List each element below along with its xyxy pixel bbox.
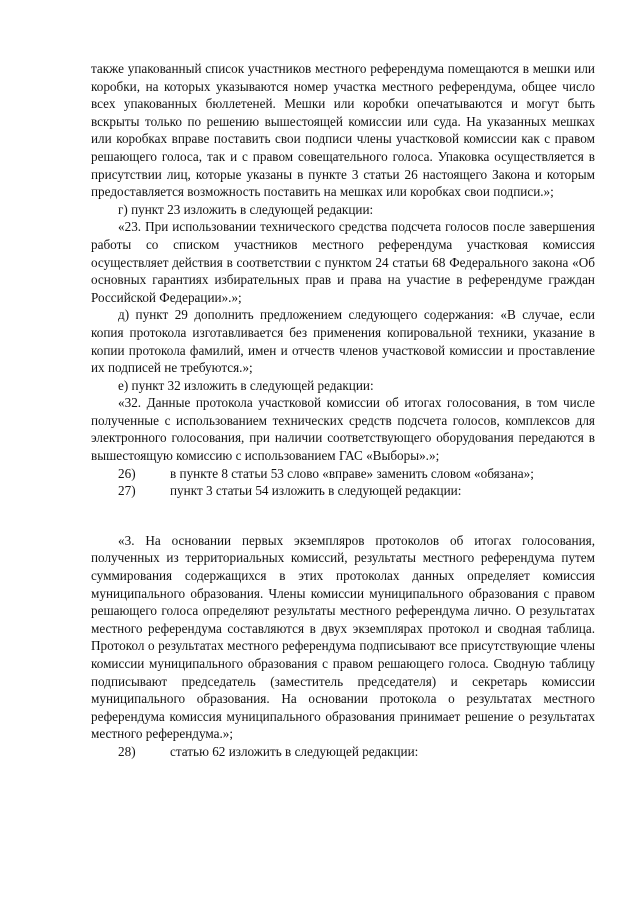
body-paragraph: также упакованный список участников местного референдума помещаются в мешки или коробки, на которых указываются номер участка местного референдума, общее число всех упакованных бюллетеней. Мешки или коробки опечатываются и могут быть вскрыты только по решению вышестоящей комиссии или суда. На указанных мешках или коробках вправе поставить свои подписи члены участковой комиссии как с правом решающего голоса, так и с правом совещательного голоса. Упаковка осуществляется в присутствии лиц, которые указаны в пункте 3 статьи 26 настоящего Закона и которым предоставляется возможность поставить на мешках или коробках свои подписи.»; [91, 61, 595, 200]
item-number: 28) [118, 743, 136, 759]
item-number: 26) [118, 465, 136, 481]
body-paragraph: «32. Данные протокола участковой комиссии об итогах голосования, в том числе полученные с использованием технических средств подсчета голосов, комплексов для электронного голосования, при наличии соответствующего оборудования передаются в вышестоящую комиссию с использованием ГАС «Выборы».»; [91, 395, 595, 464]
item-number: 27) [118, 483, 136, 499]
paragraph-gap [91, 500, 595, 532]
item-text: в пункте 8 статьи 53 слово «вправе» заменить словом «обязана»; [170, 465, 534, 481]
numbered-item [91, 465, 595, 483]
body-paragraph: «3. На основании первых экземпляров протоколов об итогах голосования, полученных из территориальных комиссий, результаты местного референдума путем суммирования содержащихся в этих протоколах данных определяет комиссия муниципального образования. Члены комиссии муниципального образования с правом решающего голоса определяют результаты местного референдума лично. О результатах местного референдума составляются в двух экземплярах протокол и сводная таблица. Протокол о результатах местного референдума подписывают все присутствующие члены комиссии муниципального образования с правом решающего голоса. Сводную таблицу подписывают председатель (заместитель председателя) и секретарь комиссии муниципального образования. На основании протокола о результатах местного референдума комиссия муниципального образования принимает решение о результатах местного референдума.»; [91, 532, 595, 742]
body-paragraph: е) пункт 32 изложить в следующей редакции: [118, 377, 374, 393]
numbered-item [91, 743, 595, 761]
numbered-item [91, 482, 595, 500]
item-text: статью 62 изложить в следующей редакции: [170, 743, 419, 759]
item-text: пункт 3 статьи 54 изложить в следующей редакции: [170, 483, 462, 499]
document-page [91, 60, 595, 761]
body-paragraph: г) пункт 23 изложить в следующей редакции: [118, 201, 374, 217]
body-paragraph: д) пункт 29 дополнить предложением следующего содержания: «В случае, если копия протокола изготавливается без применения копировальной техники, указание в копии протокола фамилий, имен и отчеств членов участковой комиссии и проставление их подписей не требуются.»; [91, 307, 595, 376]
body-paragraph: «23. При использовании технического средства подсчета голосов после завершения работы со списком участников местного референдума участковая комиссия осуществляет действия в соответствии с пунктом 24 статьи 68 Федерального закона «Об основных гарантиях избирательных прав и права на участие в референдуме граждан Российской Федерации».»; [91, 219, 595, 305]
